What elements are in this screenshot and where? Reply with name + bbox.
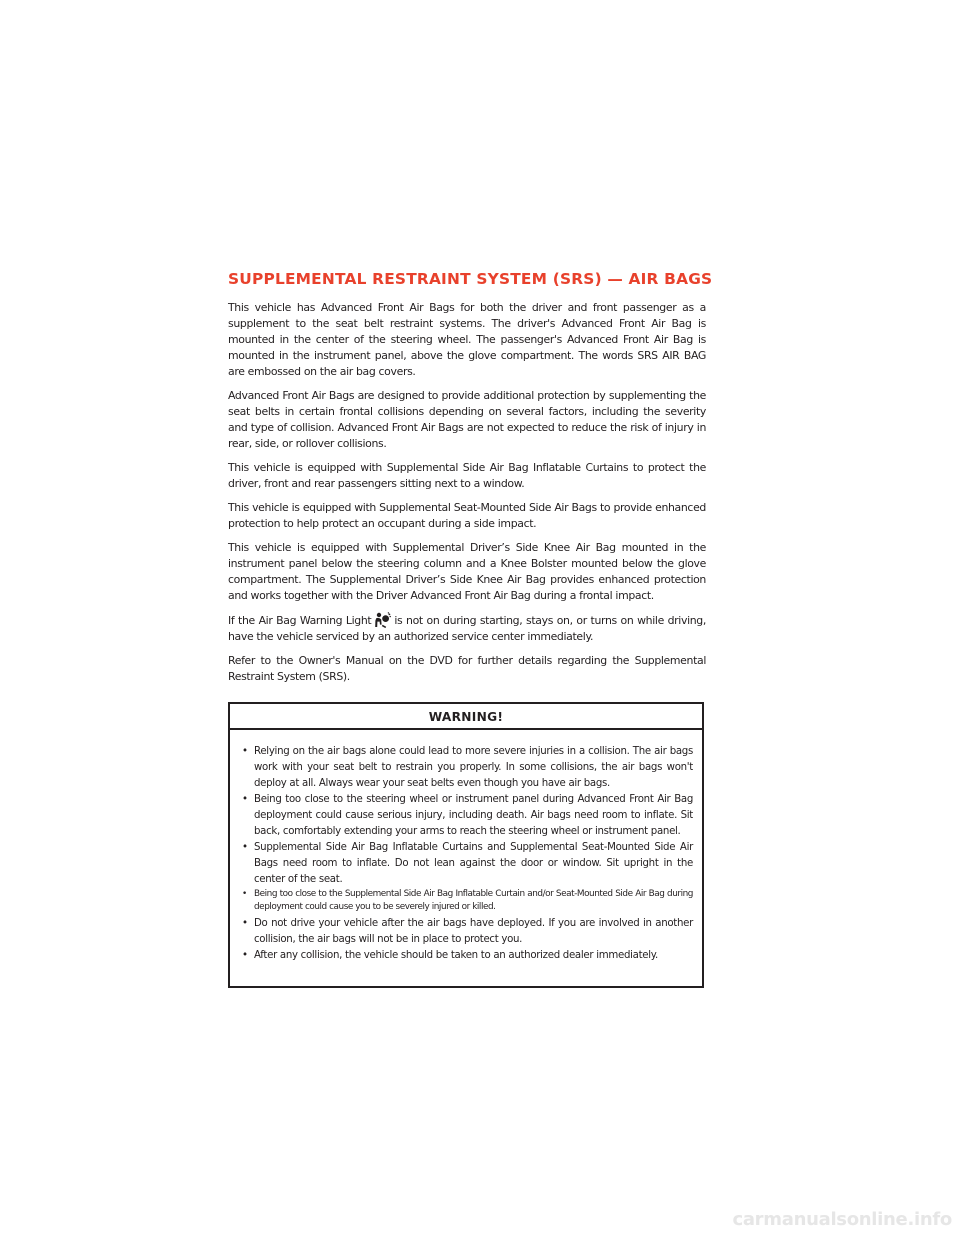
warning-item-too-close-side	[242, 888, 693, 916]
warning-item-text: Being too close to the Supplemental Side Air Bag Inflatable Curtain and/or Seat-Mounted Side Air Bag during deployment could cause you to be severely injured or killed.	[254, 889, 693, 912]
warning-item-text: Relying on the air bags alone could lead to more severe injuries in a collision. The air bags work with your seat belt to restrain you properly. In some collisions, the air bags won't deploy at all. Always wear your seat belts even though you have air bags.	[254, 746, 693, 789]
warning-item-side-air-bags-room	[242, 840, 693, 888]
bullet-icon: •	[242, 746, 248, 757]
paragraph-air-bag-design: Advanced Front Air Bags are designed to provide additional protection by supplementing the seat belts in certain frontal collisions depending on several factors, including the severity and type of collision. Advanced Front Air Bags are not expected to reduce the risk of injury in rear, side, or rollover collisions.	[228, 389, 706, 450]
watermark: carmanualsonline.info	[732, 1209, 952, 1230]
srs-section	[228, 270, 713, 693]
warning-item-after-collision	[242, 948, 693, 964]
warning-item-text: Being too close to the steering wheel or instrument panel during Advanced Front Air Bag deployment could cause serious injury, including death. Air bags need room to inflate. Sit back, comfortably extending your arms to reach the steering wheel or instrument panel.	[254, 794, 693, 837]
warning-item-too-close-front	[242, 792, 693, 840]
paragraph-owners-manual-reference: Refer to the Owner's Manual on the DVD for further details regarding the Supplemental Restraint System (SRS).	[228, 654, 706, 683]
section-heading: SUPPLEMENTAL RESTRAINT SYSTEM (SRS) — AIR BAGS	[228, 270, 713, 288]
warning-title: WARNING!	[230, 704, 702, 730]
warning-item-text: Do not drive your vehicle after the air bags have deployed. If you are involved in another collision, the air bags will not be in place to protect you.	[254, 918, 693, 945]
bullet-icon: •	[242, 950, 248, 961]
warning-item-relying-on-air-bags	[242, 744, 693, 792]
paragraph-warning-light	[228, 612, 706, 645]
warning-item-text: Supplemental Side Air Bag Inflatable Curtains and Supplemental Seat-Mounted Side Air Bags need room to inflate. Do not lean against the door or window. Sit upright in the center of the seat.	[254, 842, 693, 885]
warning-item-text: After any collision, the vehicle should be taken to an authorized dealer immediately.	[254, 950, 658, 961]
bullet-icon: •	[242, 842, 248, 853]
paragraph-knee-air-bag: This vehicle is equipped with Supplemental Driver’s Side Knee Air Bag mounted in the instrument panel below the steering column and a Knee Bolster mounted below the glove compartment. The Supplemental Driver’s Side Knee Air Bag provides enhanced protection and works together with the Driver Advanced Front Air Bag during a frontal impact.	[228, 541, 706, 602]
paragraph-inflatable-curtains: This vehicle is equipped with Supplemental Side Air Bag Inflatable Curtains to protect the driver, front and rear passengers sitting next to a window.	[228, 461, 706, 490]
warning-light-text-after: is not on during starting, stays on, or turns on while driving, have the vehicle serviced by an authorized service center immediately.	[228, 614, 706, 643]
bullet-icon: •	[242, 794, 248, 805]
bullet-icon: •	[242, 918, 248, 929]
air-bag-warning-light-icon	[373, 612, 391, 628]
paragraph-advanced-front-air-bags: This vehicle has Advanced Front Air Bags for both the driver and front passenger as a supplement to the seat belt restraint systems. The driver's Advanced Front Air Bag is mounted in the center of the steering wheel. The passenger's Advanced Front Air Bag is mounted in the instrument panel, above the glove compartment. The words SRS AIR BAG are embossed on the air bag covers.	[228, 301, 706, 378]
warning-box	[228, 702, 704, 988]
warning-item-do-not-drive	[242, 916, 693, 948]
paragraph-seat-mounted-side-air-bags: This vehicle is equipped with Supplemental Seat-Mounted Side Air Bags to provide enhanced protection to help protect an occupant during a side impact.	[228, 501, 706, 530]
warning-light-text-before: If the Air Bag Warning Light	[228, 614, 372, 627]
bullet-icon: •	[242, 889, 247, 899]
warning-list	[230, 744, 702, 964]
